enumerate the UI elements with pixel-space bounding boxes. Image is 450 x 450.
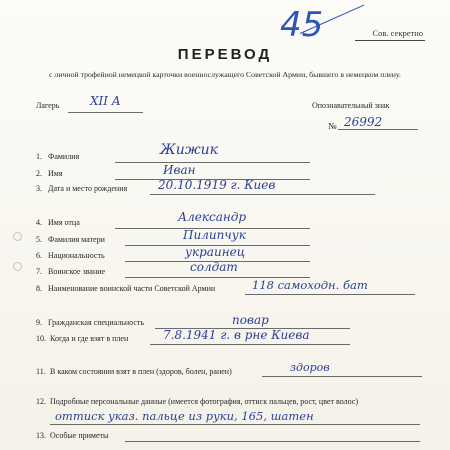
tag-number-sign: № xyxy=(328,121,337,131)
field-12-number: 12. xyxy=(36,397,46,406)
field-4-value: Александр xyxy=(178,210,247,224)
field-12-value: оттиск указ. пальце из руки, 165, шатен xyxy=(55,409,314,423)
tag-underline xyxy=(338,129,418,130)
field-11-number: 11. xyxy=(36,367,46,376)
document-subtitle: с личной трофейной немецкой карточки военнослужащего Советской Армии, бывшего в немецком плену. xyxy=(49,70,401,79)
tag-value: 26992 xyxy=(344,115,383,129)
field-11-label: В каком состоянии взят в плен (здоров, болен, ранен) xyxy=(50,367,232,376)
camp-underline xyxy=(68,112,143,113)
field-2-label: Имя xyxy=(48,169,63,178)
field-7-value: солдат xyxy=(190,260,238,274)
camp-value: XII A xyxy=(90,94,121,108)
field-13-number: 13. xyxy=(36,431,46,440)
field-1-number: 1. xyxy=(36,152,42,161)
field-8-label: Наименование воинской части Советской Армии xyxy=(48,284,216,293)
field-11-value: здоров xyxy=(290,361,330,374)
field-10-underline xyxy=(150,344,350,345)
field-11-underline xyxy=(262,376,422,377)
field-8-number: 8. xyxy=(36,284,42,293)
field-9-label: Гражданская специальность xyxy=(48,318,145,327)
field-1-value: Жижик xyxy=(160,142,219,158)
punch-hole-bottom xyxy=(13,262,22,271)
field-13-underline xyxy=(125,441,420,442)
document-title: ПЕРЕВОД xyxy=(177,46,273,63)
field-4-number: 4. xyxy=(36,218,42,227)
secrecy-underline xyxy=(355,40,425,41)
handwritten-number: 45 xyxy=(280,5,324,45)
field-6-value: украинец xyxy=(185,245,246,259)
camp-label: Лагерь xyxy=(36,101,60,110)
field-4-label: Имя отца xyxy=(48,218,80,227)
field-12-label: Подробные персональные данные (имеется фотография, оттиск пальцев, рост, цвет волос) xyxy=(50,397,358,406)
field-13-label: Особые приметы xyxy=(50,431,109,440)
field-5-value: Пилипчук xyxy=(183,228,246,242)
field-3-value: 20.10.1919 г. Киев xyxy=(158,178,276,192)
field-7-number: 7. xyxy=(36,267,42,276)
field-10-label: Когда и где взят в плен xyxy=(50,334,129,343)
field-6-number: 6. xyxy=(36,251,42,260)
field-10-value: 7.8.1941 г. в рне Киева xyxy=(163,328,310,342)
field-3-underline xyxy=(150,194,375,195)
field-9-value: повар xyxy=(232,313,269,327)
field-3-number: 3. xyxy=(36,184,42,193)
field-2-number: 2. xyxy=(36,169,42,178)
field-8-value: 118 самоходн. бат xyxy=(252,278,368,292)
field-8-underline xyxy=(245,294,415,295)
field-6-label: Национальность xyxy=(48,251,105,260)
field-5-label: Фамилия матери xyxy=(48,235,105,244)
field-12-underline xyxy=(50,424,420,425)
tag-label: Опознавательный знак xyxy=(312,101,390,110)
field-1-label: Фамилия xyxy=(48,152,80,161)
field-2-value: Иван xyxy=(163,163,196,177)
secrecy-stamp: Сов. секретно xyxy=(372,28,423,38)
field-9-number: 9. xyxy=(36,318,42,327)
field-3-label: Дата и место рождения xyxy=(48,184,128,193)
field-5-number: 5. xyxy=(36,235,42,244)
punch-hole-top xyxy=(13,232,22,241)
field-1-underline xyxy=(115,162,310,163)
field-10-number: 10. xyxy=(36,334,46,343)
field-7-label: Воинское звание xyxy=(48,267,106,276)
